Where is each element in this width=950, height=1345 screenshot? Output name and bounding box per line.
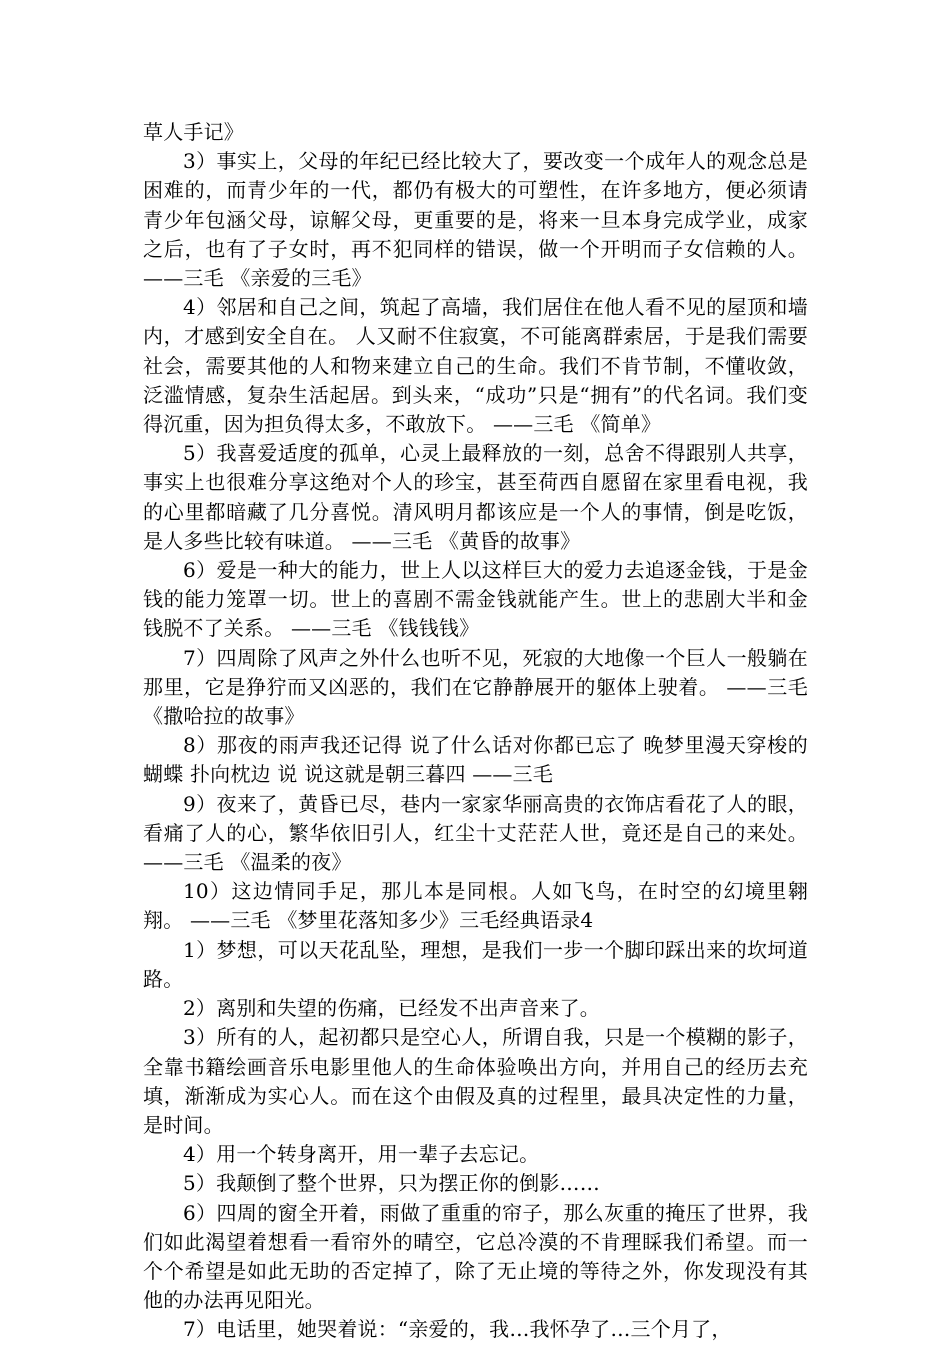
quote-paragraph: 3）事实上，父母的年纪已经比较大了，要改变一个成年人的观念总是困难的，而青少年的一代，都仍有极大的可塑性，在许多地方，便必须请青少年包涵父母，谅解父母，更重要的是，将来一旦本身完成学业，成家之后，也有了子女时，再不犯同样的错误，做一个开明而子女信赖的人。 ——三毛 《亲爱的三毛》 — [143, 149, 808, 291]
document-body — [143, 118, 808, 1345]
quote-paragraph: 7）电话里，她哭着说：“亲爱的，我…我怀孕了…三个月了， — [183, 1317, 732, 1342]
quote-paragraph: 5）我喜爱适度的孤单，心灵上最释放的一刻，总舍不得跟别人共享，事实上也很难分享这绝对个人的珍宝，甚至荷西自愿留在家里看电视，我的心里都暗藏了几分喜悦。清风明月都该应是一个人的事情，倒是吃饭，是人多些比较有味道。 ——三毛 《黄昏的故事》 — [143, 441, 808, 553]
quote-paragraph: 7）四周除了风声之外什么也听不见，死寂的大地像一个巨人一般躺在那里，它是狰狞而又凶恶的，我们在它静静展开的躯体上驶着。 ——三毛 《撒哈拉的故事》 — [143, 645, 808, 729]
quote-paragraph: 4）邻居和自己之间，筑起了高墙，我们居住在他人看不见的屋顶和墙内，才感到安全自在。 人又耐不住寂寞，不可能离群索居，于是我们需要社会，需要其他的人和物来建立自己的生命。我们不肯节制，不懂收敛，泛滥情感，复杂生活起居。到头来，“成功”只是“拥有”的代名词。我们变得沉重，因为担负得太多，不敢放下。 ——三毛 《简单》 — [143, 295, 808, 437]
quote-paragraph: 2）离别和失望的伤痛，已经发不出声音来了。 — [183, 996, 600, 1021]
quote-paragraph: 9）夜来了，黄昏已尽，巷内一家家华丽高贵的衣饰店看花了人的眼，看痛了人的心，繁华依旧引人，红尘十丈茫茫人世，竟还是自己的来处。 ——三毛 《温柔的夜》 — [143, 791, 808, 875]
quote-paragraph: 6）四周的窗全开着，雨做了重重的帘子，那么灰重的掩压了世界，我们如此渴望着想看一看帘外的晴空，它总冷漠的不肯理睬我们希望。而一个个希望是如此无助的否定掉了，除了无止境的等待之外，你发现没有其他的办法再见阳光。 — [143, 1200, 808, 1313]
paragraph-continuation: 草人手记》 — [143, 120, 244, 144]
quote-paragraph: 5）我颠倒了整个世界，只为摆正你的倒影…… — [183, 1171, 600, 1196]
quote-paragraph: 3）所有的人，起初都只是空心人，所谓自我，只是一个模糊的影子，全靠书籍绘画音乐电影里他人的生命体验唤出方向，并用自己的经历去充填，渐渐成为实心人。而在这个由假及真的过程里，最具决定性的力量，是时间。 — [143, 1025, 808, 1137]
quote-paragraph: 6）爱是一种大的能力，世上人以这样巨大的爱力去追逐金钱，于是金钱的能力笼罩一切。世上的喜剧不需金钱就能产生。世上的悲剧大半和金钱脱不了关系。 ——三毛 《钱钱钱》 — [143, 558, 808, 641]
quote-paragraph: 8）那夜的雨声我还记得 说了什么话对你都已忘了 晚梦里漫天穿梭的蝴蝶 扑向枕边 说 说这就是朝三暮四 ——三毛 — [143, 733, 808, 787]
quote-paragraph: 4）用一个转身离开，用一辈子去忘记。 — [183, 1142, 540, 1167]
quote-paragraph: 1）梦想，可以天花乱坠，理想，是我们一步一个脚印踩出来的坎坷道路。 — [143, 937, 808, 991]
quote-paragraph: 10）这边情同手足，那儿本是同根。人如飞鸟，在时空的幻境里翱翔。 ——三毛 《梦里花落知多少》三毛经典语录4 — [143, 879, 808, 933]
